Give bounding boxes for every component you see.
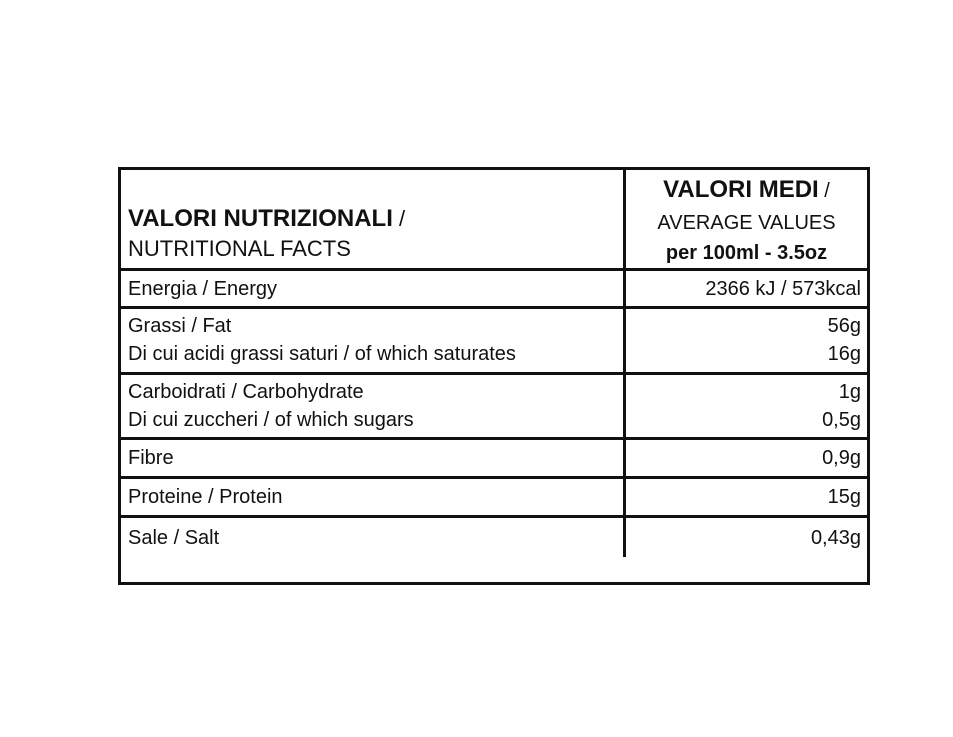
nutrient-label: Carboidrati / Carbohydrate [128,381,364,403]
header-nutritional-facts [121,170,626,271]
header-right-subtitle: AVERAGE VALUES [657,212,836,234]
nutrient-value: 2366 kJ / 573kcal [705,277,861,300]
nutrient-sub-label: Di cui zuccheri / of which sugars [128,409,414,431]
nutrient-sub-value: 0,5g [822,409,861,431]
header-left-subtitle: NUTRITIONAL FACTS [128,236,351,261]
row-carbohydrate-value [626,375,867,440]
header-right-title: VALORI MEDI [663,176,819,203]
header-average-values [626,170,867,271]
header-left-slash: / [392,206,406,231]
header-right-slash: / [818,180,830,202]
row-salt-value [626,518,867,557]
row-fat-label [121,309,626,375]
nutrient-sub-label: Di cui acidi grassi saturi / of which saturates [128,343,516,365]
nutrient-label: Fibre [128,447,174,469]
row-protein-value [626,479,867,518]
row-carbohydrate-label [121,375,626,440]
header-left-title-line [128,204,623,234]
nutrient-label: Energia / Energy [128,277,277,300]
nutrient-label: Grassi / Fat [128,315,232,337]
nutrition-table [118,167,870,585]
nutrient-value: 56g [827,315,861,337]
nutrient-label: Sale / Salt [128,526,220,549]
nutrient-value: 1g [838,381,861,403]
header-right-title-line [626,173,867,208]
nutrient-sub-value: 16g [827,343,861,365]
row-salt-label [121,518,626,557]
row-fibre-value [626,440,867,479]
nutrient-value: 0,9g [822,447,861,469]
nutrient-value: 15g [827,486,861,508]
header-left-title: VALORI NUTRIZIONALI [128,205,393,232]
nutrient-value: 0,43g [810,526,861,549]
row-protein-label [121,479,626,518]
row-energy-value [626,271,867,309]
header-right-portion: per 100ml - 3.5oz [665,242,828,264]
row-energy-label [121,271,626,309]
row-fat-value [626,309,867,375]
nutrient-label: Proteine / Protein [128,486,283,508]
row-fibre-label [121,440,626,479]
